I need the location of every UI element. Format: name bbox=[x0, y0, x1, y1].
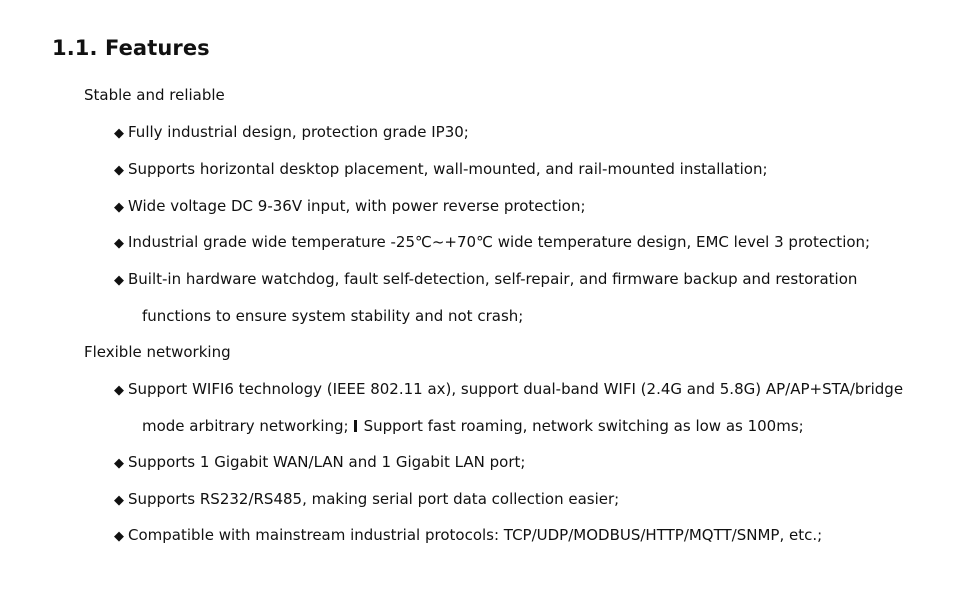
list-item-text: Supports horizontal desktop placement, wall-mounted, and rail-mounted installation; bbox=[128, 160, 768, 178]
list-item bbox=[114, 160, 768, 178]
diamond-bullet-icon: ◆ bbox=[114, 273, 124, 288]
diamond-bullet-icon: ◆ bbox=[114, 163, 124, 178]
list-item bbox=[114, 233, 870, 251]
list-item bbox=[114, 490, 619, 508]
diamond-bullet-icon: ◆ bbox=[114, 529, 124, 544]
list-item-text: Supports 1 Gigabit WAN/LAN and 1 Gigabit LAN port; bbox=[128, 453, 526, 471]
list-item-text: Wide voltage DC 9-36V input, with power reverse protection; bbox=[128, 197, 586, 215]
diamond-bullet-icon: ◆ bbox=[114, 236, 124, 251]
group-heading-stable: Stable and reliable bbox=[84, 86, 225, 104]
list-item-text: Fully industrial design, protection grade IP30; bbox=[128, 123, 469, 141]
list-item bbox=[114, 197, 586, 215]
group-heading-networking: Flexible networking bbox=[84, 343, 231, 361]
diamond-bullet-icon: ◆ bbox=[114, 126, 124, 141]
diamond-bullet-icon: ◆ bbox=[114, 493, 124, 508]
list-item bbox=[114, 123, 469, 141]
list-item-text: Support WIFI6 technology (IEEE 802.11 ax), support dual-band WIFI (2.4G and 5.8G) AP/AP+STA/bridge bbox=[128, 380, 904, 398]
list-item-text: Built-in hardware watchdog, fault self-detection, self-repair, and firmware backup and restoration bbox=[128, 270, 858, 288]
section-title: 1.1. Features bbox=[52, 36, 210, 60]
list-item-text: Industrial grade wide temperature -25℃~+70℃ wide temperature design, EMC level 3 protection; bbox=[128, 233, 871, 251]
list-item-text: mode arbitrary networking; bbox=[142, 417, 349, 435]
diamond-bullet-icon: ◆ bbox=[114, 200, 124, 215]
list-item-continuation: functions to ensure system stability and not crash; bbox=[142, 307, 524, 325]
list-item-text: Compatible with mainstream industrial protocols: TCP/UDP/MODBUS/HTTP/MQTT/SNMP, etc.; bbox=[128, 526, 823, 544]
bar-bullet-icon bbox=[354, 420, 357, 432]
diamond-bullet-icon: ◆ bbox=[114, 456, 124, 471]
list-item-text: Supports RS232/RS485, making serial port data collection easier; bbox=[128, 490, 620, 508]
list-item bbox=[114, 380, 903, 398]
list-item-text: Support fast roaming, network switching as low as 100ms; bbox=[363, 417, 804, 435]
list-item-continuation bbox=[142, 417, 804, 435]
list-item bbox=[114, 453, 525, 471]
list-item bbox=[114, 526, 822, 544]
diamond-bullet-icon: ◆ bbox=[114, 383, 124, 398]
list-item bbox=[114, 270, 857, 288]
